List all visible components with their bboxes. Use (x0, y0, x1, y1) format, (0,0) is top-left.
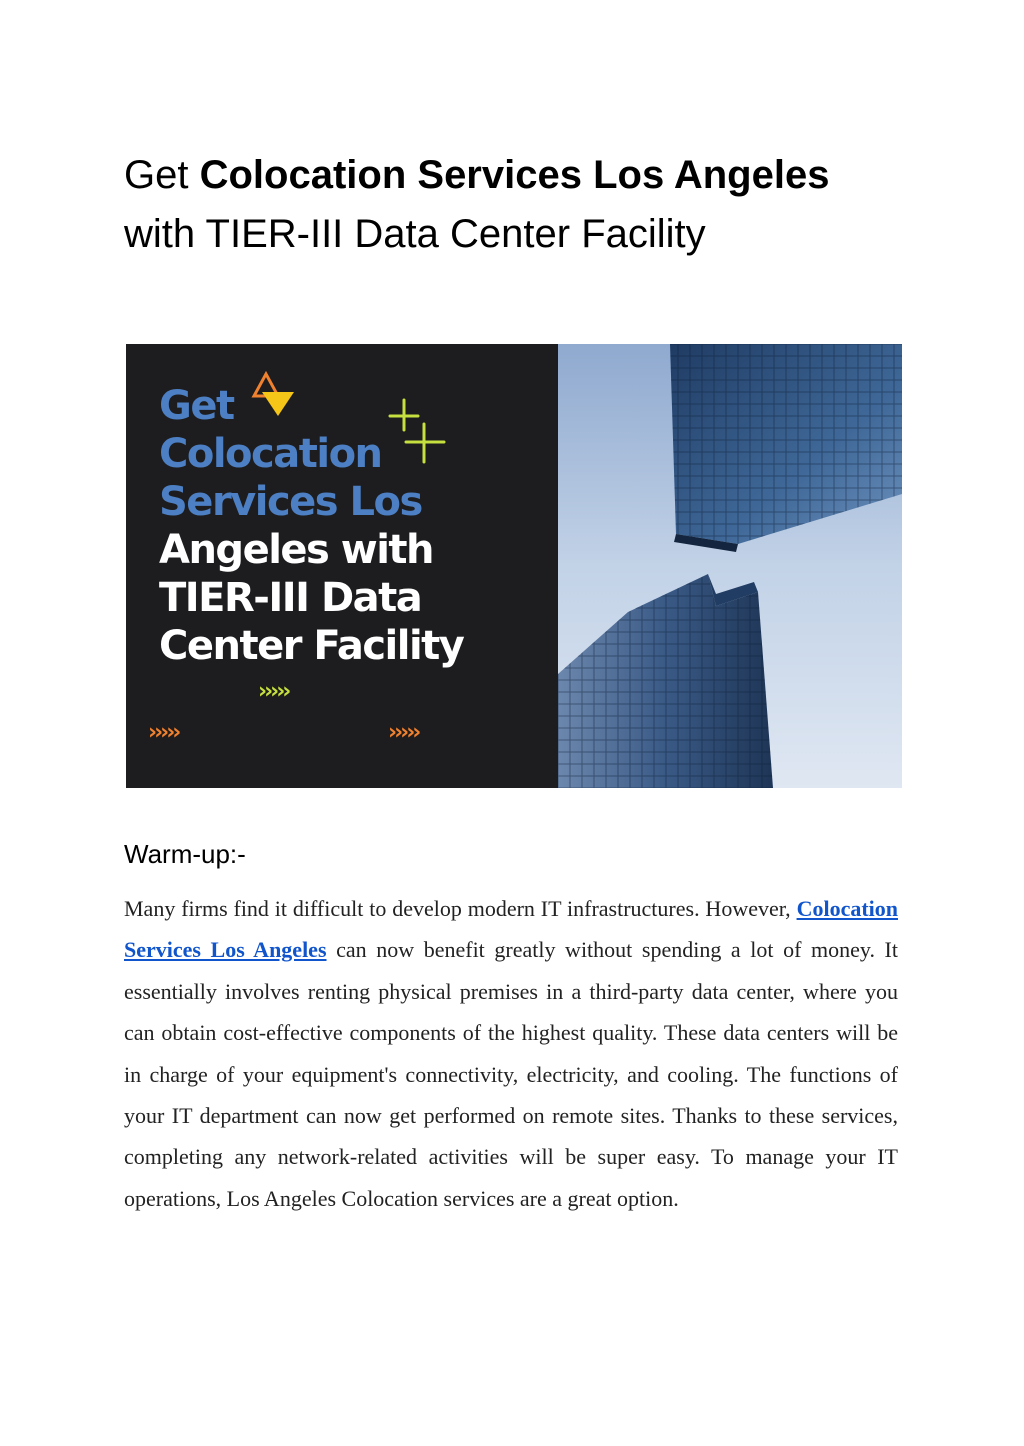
green-chevrons-icon: ››››› (258, 679, 289, 704)
banner-headline (159, 382, 539, 670)
section-heading: Warm-up:- (124, 839, 246, 869)
skyscrapers-photo-icon (558, 344, 902, 788)
banner-line: Angeles with (159, 527, 434, 573)
page-title (124, 146, 864, 264)
body-paragraph (124, 888, 898, 1219)
orange-chevrons-icon: ››››› (388, 720, 419, 745)
banner-line: TIER-III Data (159, 575, 422, 621)
banner-text-panel (126, 344, 558, 788)
orange-chevrons-icon: ››››› (148, 720, 179, 745)
banner-line: Services Los (159, 479, 422, 525)
banner-line: Colocation (159, 431, 382, 477)
paragraph-text-after-link: can now benefit greatly without spending a lot of money. It essentially involves renting physical premises in a third-party data center, where you can obtain cost-effective components of the highest quality. These data centers will be in charge of your equipment's connectivity, electricity, and cooling. The functions of your IT department can now get performed on remote sites. Thanks to these services, completing any network-related activities will be super easy. To manage your IT operations, Los Angeles Colocation services are a great option. (124, 937, 898, 1211)
title-suffix: with TIER-III Data Center Facility (124, 212, 706, 256)
title-bold-part: Colocation Services Los Angeles (199, 153, 830, 197)
paragraph-text-before-link: Many firms find it difficult to develop modern IT infrastructures. However, (124, 896, 791, 921)
title-prefix: Get (124, 153, 189, 197)
banner-line: Get (159, 383, 234, 429)
colocation-link[interactable]: Colocation Services Los Angeles (124, 896, 899, 963)
banner-line: Center Facility (159, 623, 464, 669)
banner-image (126, 344, 902, 788)
